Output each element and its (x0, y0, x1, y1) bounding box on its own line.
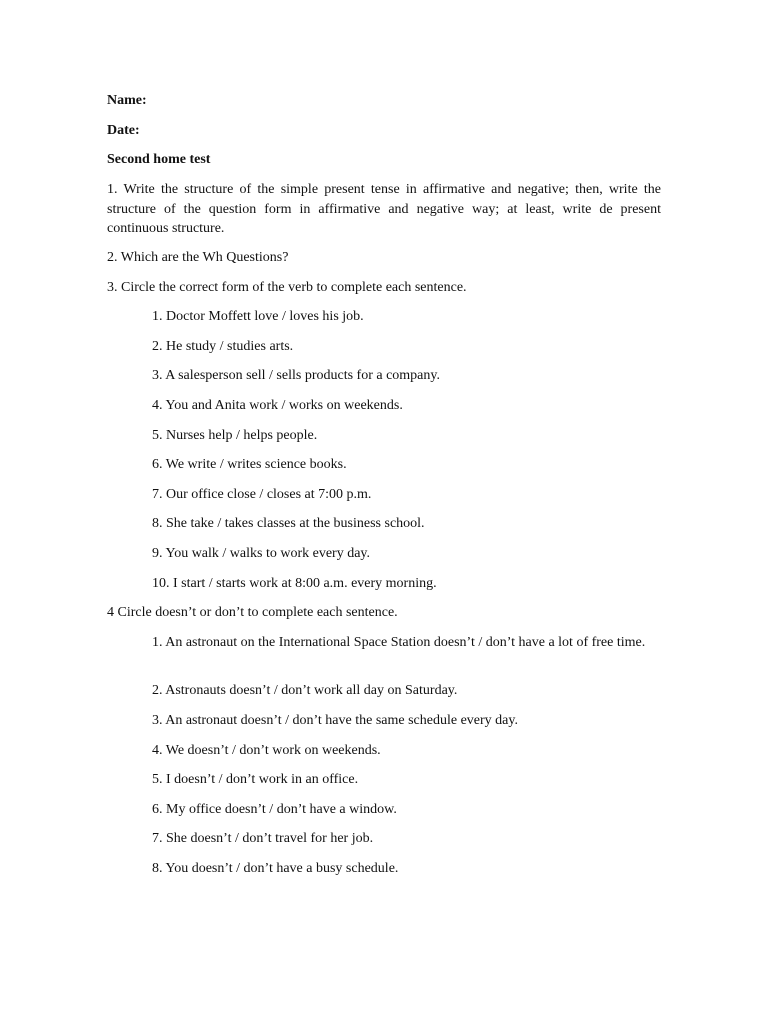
date-label: Date: (107, 123, 140, 138)
section3-item: 4. You and Anita work / works on weekends. (152, 398, 403, 413)
section4-item: 4. We doesn’t / don’t work on weekends. (152, 743, 381, 758)
section4-item: 8. You doesn’t / don’t have a busy schedule. (152, 861, 399, 876)
section3-item: 8. She take / takes classes at the business school. (152, 516, 425, 531)
section4-item: 7. She doesn’t / don’t travel for her job. (152, 831, 374, 846)
section3-item: 5. Nurses help / helps people. (152, 428, 318, 443)
question-4: 4 Circle doesn’t or don’t to complete each sentence. (107, 605, 398, 620)
section3-item: 3. A salesperson sell / sells products for a company. (152, 368, 440, 383)
section3-item: 7. Our office close / closes at 7:00 p.m. (152, 487, 372, 502)
section4-item: 1. An astronaut on the International Space Station doesn’t / don’t have a lot of free time. (152, 635, 646, 650)
section3-item: 9. You walk / walks to work every day. (152, 546, 371, 561)
question-1: 1. Write the structure of the simple present tense in affirmative and negative; then, write the structure of the question form in affirmative and negative way; at least, write de present continuous structure. (107, 182, 661, 236)
section4-item: 6. My office doesn’t / don’t have a window. (152, 802, 397, 817)
section4-item: 3. An astronaut doesn’t / don’t have the same schedule every day. (152, 713, 518, 728)
section4-item: 5. I doesn’t / don’t work in an office. (152, 772, 359, 787)
section4-item: 2. Astronauts doesn’t / don’t work all day on Saturday. (152, 683, 458, 698)
section3-item: 2. He study / studies arts. (152, 339, 294, 354)
question-3: 3. Circle the correct form of the verb to complete each sentence. (107, 280, 467, 295)
section3-item: 10. I start / starts work at 8:00 a.m. every morning. (152, 576, 437, 591)
document-title: Second home test (107, 152, 211, 167)
section3-item: 1. Doctor Moffett love / loves his job. (152, 309, 364, 324)
name-label: Name: (107, 93, 147, 108)
question-2: 2. Which are the Wh Questions? (107, 250, 289, 265)
section3-item: 6. We write / writes science books. (152, 457, 347, 472)
